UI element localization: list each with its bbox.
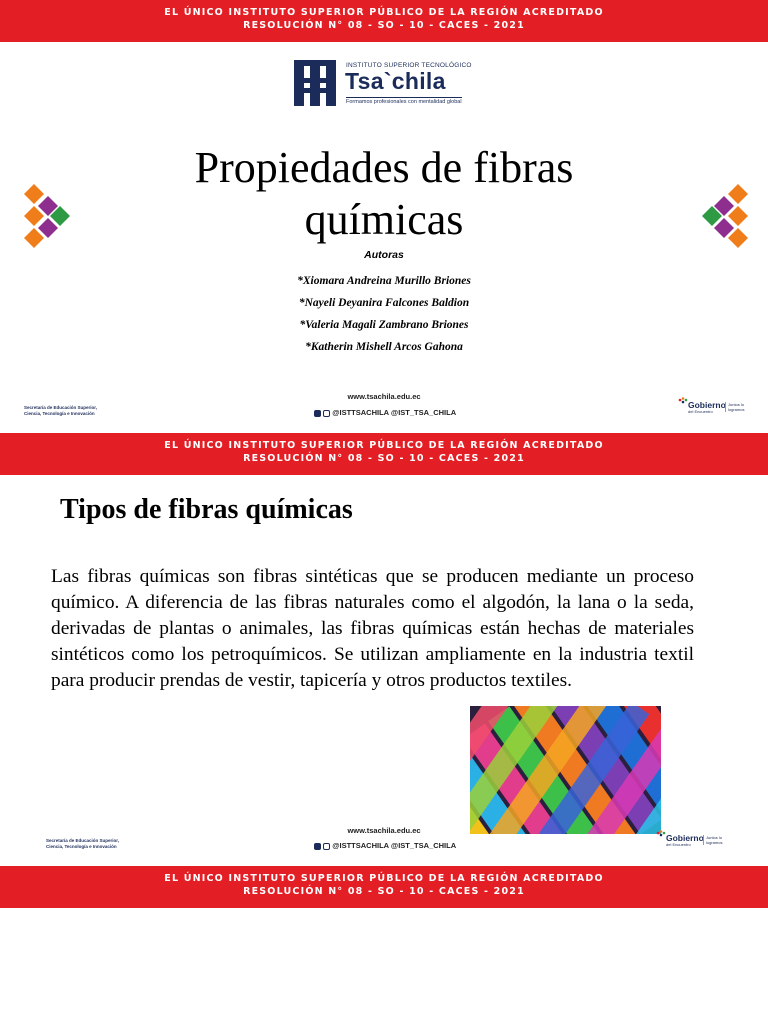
gobierno-logo-icon — [656, 830, 666, 840]
authors-list — [0, 270, 768, 358]
social-handles[interactable] — [314, 408, 456, 417]
slide2-body: Las fibras químicas son fibras sintéticas que se producen mediante un proceso químico. A diferencia de las fibras naturales como el algodón, la lana o la seda, derivadas de plantas o animales, las fibras químicas están hechas de materiales sintéticos como los petroquímicos. Se utilizan ampliamente en la industria textil para producir prendas de vestir, tapicería y otros productos textiles. — [51, 566, 694, 691]
ministry-label: Secretaría de Educación Superior, Ciencia, Tecnología e Innovación — [46, 838, 120, 849]
gobierno-sub: del Encuentro — [666, 842, 691, 847]
title-line-2: químicas — [304, 195, 464, 244]
banner-resolution: RESOLUCIÓN N° 08 - SO - 10 - CACES - 2021 — [243, 453, 525, 464]
gobierno-slogan: Juntos lo logramos — [703, 835, 728, 845]
banner-resolution: RESOLUCIÓN N° 08 - SO - 10 - CACES - 2021 — [243, 886, 525, 897]
authors-label: Autoras — [364, 249, 404, 261]
banner-accreditation: EL ÚNICO INSTITUTO SUPERIOR PÚBLICO DE LA REGIÓN ACREDITADO — [164, 7, 604, 18]
woven-threads-icon — [470, 706, 661, 834]
gobierno-slogan: Juntos lo logramos — [725, 402, 750, 412]
author-item: *Nayeli Deyanira Falcones Baldion — [298, 297, 470, 309]
slide2-title: Tipos de fibras químicas — [60, 494, 353, 525]
banner-accreditation: EL ÚNICO INSTITUTO SUPERIOR PÚBLICO DE LA REGIÓN ACREDITADO — [164, 440, 604, 451]
institute-logo — [292, 56, 482, 110]
diamond-cluster-icon — [22, 184, 78, 248]
gobierno-logo — [656, 830, 728, 850]
author-item: *Valeria Magali Zambrano Briones — [299, 319, 469, 331]
author-item: *Xiomara Andreina Murillo Briones — [297, 275, 471, 287]
presentation-title — [120, 142, 648, 246]
colored-threads-image — [470, 706, 661, 834]
social-text: @ISTTSACHILA @IST_TSA_CHILA — [332, 841, 457, 850]
title-line-1: Propiedades de fibras — [194, 143, 574, 192]
gobierno-logo-icon — [678, 397, 688, 407]
logo-subtitle: INSTITUTO SUPERIOR TECNOLÓGICO — [346, 62, 472, 69]
social-handles[interactable] — [314, 841, 456, 850]
slide2-top-banner — [0, 433, 768, 475]
author-item: *Katherin Mishell Arcos Gahona — [305, 341, 463, 353]
gobierno-logo — [678, 397, 750, 417]
banner-accreditation: EL ÚNICO INSTITUTO SUPERIOR PÚBLICO DE LA REGIÓN ACREDITADO — [164, 873, 604, 884]
banner-resolution: RESOLUCIÓN N° 08 - SO - 10 - CACES - 2021 — [243, 20, 525, 31]
slide3-top-banner — [0, 866, 768, 908]
ministry-label: Secretaría de Educación Superior, Ciencia, Tecnología e Innovación — [24, 405, 98, 416]
facebook-icon — [314, 843, 321, 850]
social-text: @ISTTSACHILA @IST_TSA_CHILA — [332, 408, 457, 417]
gobierno-text: Gobierno — [688, 400, 726, 410]
logo-name: Tsa`chila — [345, 68, 446, 94]
instagram-icon — [323, 410, 330, 417]
gobierno-sub: del Encuentro — [688, 409, 713, 414]
instagram-icon — [323, 843, 330, 850]
website-link[interactable]: www.tsachila.edu.ec — [347, 826, 421, 835]
logo-tagline: Formamos profesionales con mentalidad global — [346, 99, 462, 105]
diamond-cluster-icon — [694, 184, 750, 248]
facebook-icon — [314, 410, 321, 417]
gobierno-text: Gobierno — [666, 833, 704, 843]
top-banner — [0, 0, 768, 42]
tsachila-logo-icon — [292, 58, 338, 108]
website-link[interactable]: www.tsachila.edu.ec — [347, 392, 421, 401]
